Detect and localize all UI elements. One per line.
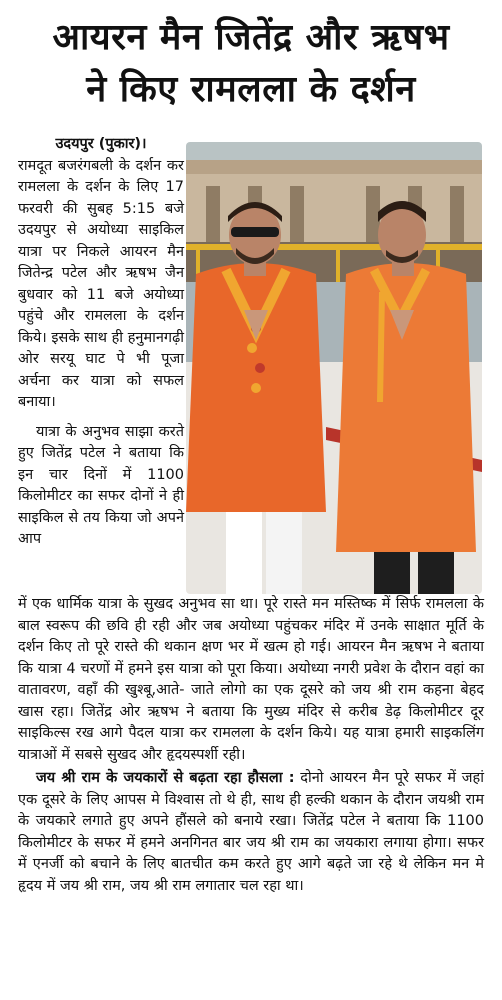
paragraph-2-continued: में एक धार्मिक यात्रा के सुखद अनुभव सा था। पूरे रास्ते मन मस्तिष्क में सिर्फ रामलला के बाल स्वरूप की छवि ही रही और जब अयोध्या पहुंचकर मंदिर में उनके साक्षात मूर्ति के दर्शन किए तो पूरे रास्ते की थकान क्षण भर में खत्म हो गई। आयरन मैन ऋषभ ने बताया कि यात्रा 4 चरणों में हमने इस यात्रा को पूरा किया। अयोध्या नगरी प्रवेश के दौरान वहां का वातावरण, वहाँ की खुश्बू,आते- जाते लोगो का एक दूसरे को जय श्री राम कहना बेहद खास रहा। जितेंद्र ओर ऋषभ ने बताया कि मुख्य मंदिर से करीब डेढ़ किलोमीटर दूर साइकिल्स रख आगे पैदल यात्रा कर रामलला के दर्शन किये। यह यात्रा हमारी साइकलिंग यात्राओं में सबसे सुखद और हृदयस्पर्शी रही। [18, 596, 484, 763]
article-full-width [18, 594, 484, 897]
news-photo [186, 142, 482, 594]
article-left-column [18, 134, 184, 551]
paragraph-2-start: यात्रा के अनुभव साझा करते हुए जितेंद्र पटेल ने बताया कि इन चार दिनों में 1100 किलोमीटर का सफर दोनों ने ही साइकिल से तय किया जो अपने आप [18, 423, 184, 547]
paragraph-3-text: दोनो आयरन मैन पूरे सफर में जहां एक दूसरे के लिए आपस मे विश्वास तो थे ही, साथ ही हल्की थकान के दौरान जयश्री राम के जयकारे लगाते हुए अपने हौंसले को बनाये रखा। जितेंद्र पटेल ने बताया कि 1100 किलोमीटर के सफर में हमने अनगिनत बार जय श्री राम का जयकारा लगाया होगा। सफर में एनर्जी को बचाने के लिए बातचीत कम करते हुए आगे बढ़ते जा रहे थे लेकिन मन मे हृदय में जय श्री राम, जय श्री राम लगातार चल रहा था। [18, 770, 485, 894]
photo-illustration [186, 142, 482, 594]
dateline: उदयपुर (पुकार)। [55, 136, 147, 152]
paragraph-3 [18, 768, 484, 897]
subheading: जय श्री राम के जयकारों से बढ़ता रहा हौसला : [36, 770, 295, 786]
headline-line-2: ने किए रामलला के दर्शन [86, 69, 416, 110]
headline-line-1: आयरन मैन जितेंद्र और ऋषभ [52, 17, 450, 58]
headline [0, 0, 502, 128]
paragraph-1: रामदूत बजरंगबली के दर्शन कर रामलला के दर्शन के लिए 17 फरवरी की सुबह 5:15 बजे उदयपुर से अयोध्या साइकिल यात्रा पर निकले आयरन मैन जितेन्द्र पटेल और ऋषभ जैन बुधवार को 11 बजे अयोध्या पहुंचे और रामलला के दर्शन किये। इसके साथ ही हनुमानगढ़ी ओर सरयू घाट पे भी पूजा अर्चना कर यात्रा को सफल बनाया। [18, 157, 184, 410]
